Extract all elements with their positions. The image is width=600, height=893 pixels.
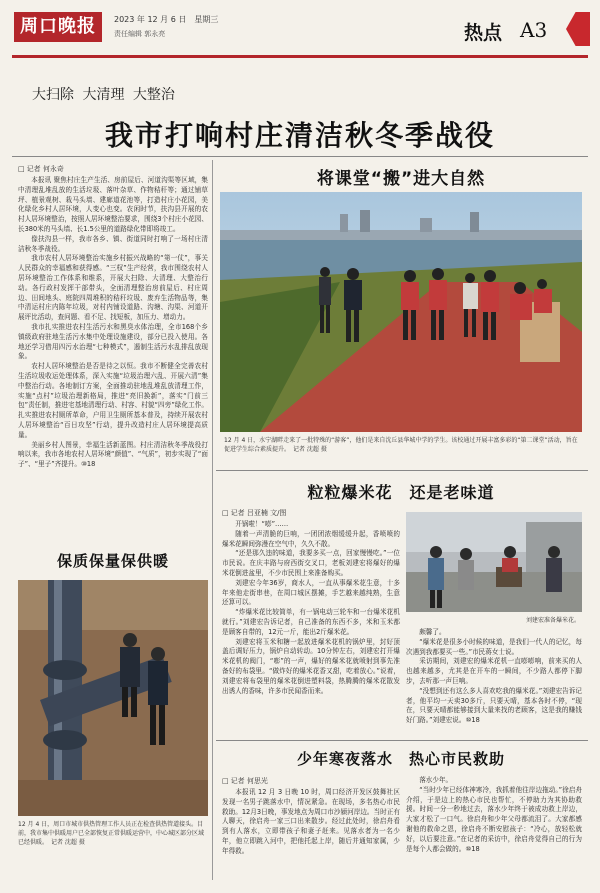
article-paragraph: 开锅啦！“嘭”…… [235, 520, 289, 528]
article-paragraph: 随着一声清脆的巨响，一团团浓烟缓缓升起，香喷喷的爆米花瞬间弥漫在空气中，久久不散。 [222, 529, 400, 548]
article-paragraph: 我市扎实推进农村生活污水和黑臭水体治理，全市168个乡镇级政府驻地生活污水集中处理设施建设，部分已投入使用。各地还学习借用四污水治理“七种模式”，遏制生活污水乱排乱放现象。 [18, 322, 208, 361]
page-tab-arrow-icon [566, 12, 590, 46]
column-divider [212, 160, 213, 530]
article-paragraph: 颇馨了。 [419, 628, 446, 636]
article-paragraph: 本报讯 12 月 3 日晚 10 时，周口经济开发区鼓舞社区发现一名男子跳落水中，情况紧急。在现场，多名热心市民救助。12月3日晚，事发地点为周口市沙颍河岸边。当时正有人聊天，徐启舟一家三口出来散步。经过此处时，徐启舟看到有人落水，立即带孩子和妻子赶来。见落水者为一名少年，他立即跳入河中，把他托起上岸，随后并通知家属，少年得救。 [222, 788, 400, 855]
article-paragraph: 刘建宏将玉米和糖一起放进爆米花机的锅炉里，封好顶盖后调好压力，锅炉自动转动。10分钟左右，刘建宏打开爆米花机的阀门，“嘭”的一声，爆好的爆米花就喷射到事先准备好的布袋里。“做炸好的爆米花香又甜，吃着放心。”说着，刘建宏将布袋里的爆米花倒进塑料袋，热腾腾的爆米花散发出诱人的香味，许多市民闻香而来。 [222, 637, 400, 695]
main-story-body [18, 176, 208, 524]
editor-credit: 责任编辑 郭永亮 [114, 30, 166, 38]
nature-story-caption: 12 月 4 日，水宁湖畔走来了一批特殊的“游客”，他们是来自沈丘县华城中学的学生。该校通过开展丰富多彩的“第二课堂”活动，旨在促进学生综合素质提升。 记者 沈超 摄 [224, 437, 578, 453]
article-paragraph: “还是那久违的味道，我要多买一点，回家慢慢吃。”一位市民说。在庆丰路与府西街交叉口，老板刘建宏将爆好的爆米花倒进盆里，不少市民围上来准备购买。 [222, 549, 400, 577]
masthead [12, 8, 588, 58]
issue-date: 2023 年 12 月 6 日 星期三 [114, 15, 219, 24]
article-paragraph: 像扶沟县一样，我市各乡、镇、街道同时打响了一场村庄清洁秋冬季战役。 [18, 234, 208, 253]
students-nature-photo [220, 192, 582, 432]
page-number: A3 [520, 18, 548, 42]
section-rule-2 [216, 740, 588, 741]
section-title: 热点 [464, 22, 503, 44]
popcorn-photo-caption: 刘建宏准备爆米花。 [525, 617, 580, 624]
article-paragraph: 本报讯 聚焦村庄生产生活、房前屋后、河道沟渠等区域，集中清理乱堆乱放的生活垃圾、落叶杂草、作物秸秆等；通过铺草坪、植景观树、栽马头墙、建廊道花池等，打造村庄小花园，美化绿化乡村人居环境，人变心也变。农闲时节，扶沟县开展的农村人居环境整治，按照人居环境整治要求，围绕3个村庄小花园、长380米的马头墙、长1.5公里的道路绿化带即将竣工。 [18, 176, 208, 233]
students-nature-photo-image [220, 192, 582, 432]
article-paragraph: 采访期间，刘建宏的爆米花机一直嘭嘭响，前来买的人也越来越多，尤其是在开车的一瞬间，不少路人都停下脚步，去听那一声巨响。 [406, 657, 582, 685]
section-rule [216, 470, 588, 471]
popcorn-vendor-photo [406, 512, 582, 612]
column-divider-lower [212, 530, 213, 880]
popcorn-story-byline: □ 记者 吕亚楠 文/图 [222, 508, 286, 518]
nature-story-title: 将课堂“搬”进大自然 [316, 169, 486, 189]
popcorn-story-title: 粒粒爆米花 还是老味道 [307, 483, 495, 502]
heating-pipes-photo [18, 580, 208, 816]
popcorn-vendor-photo-image [406, 512, 582, 612]
newspaper-logo: 周口晚报 [14, 12, 102, 42]
rescue-story-byline: □ 记者 何思光 [222, 776, 268, 786]
article-paragraph: “没想到还有这么多人喜欢吃我的爆米花。”刘建宏告诉记者，他平均一天卖30多斤，只要天晴，基本各时不停，“现在，只要天晴都能够接到大量来找的老顾客，这是我的赚钱好门路。”刘建宏说。⑩18 [406, 686, 582, 725]
rescue-story-body [222, 788, 400, 888]
popcorn-story-body-continued [406, 628, 582, 736]
main-story-byline: □ 记者 何永奇 [18, 164, 64, 174]
rescue-story-body-continued [406, 776, 582, 888]
main-story-kicker: 大扫除 大清理 大整治 [32, 87, 175, 103]
headline-rule [12, 156, 588, 157]
article-paragraph: 刘建宏今年36岁，商水人，一直从事爆米花生意，十多年来他走街串巷，在周口城区摆摊，手艺越来越纯熟，生意还算可以。 [222, 578, 400, 607]
article-paragraph: 落水少年。 [419, 776, 453, 784]
article-paragraph: “当时少年已经体神寒冷，我抓着他往岸边拖动。”徐启舟介绍，于是边上的热心市民也帮忙，不停助力为其协助救援。时间一分一秒地过去，落水少年终于被成功救上岸边，大家才松了一口气。徐启舟和少年父母都流泪了。大家都感谢他的救命之恩，徐启舟不断安慰孩子：“冷心，放轻松就好，以后要注意。”在记者的采访中，徐启舟觉得自己的行为是每个人都会做的。⑩18 [406, 785, 582, 853]
heating-story-title: 保质保量保供暖 [56, 552, 169, 570]
main-story-headline: 我市打响村庄清洁秋冬季战役 [104, 119, 495, 152]
article-paragraph: “爆米花是很多小时候的味道，是我们一代人的记忆，每次遇到我都要买一些。”市民蒋女士说。 [406, 637, 582, 656]
popcorn-story-body [222, 520, 400, 734]
rescue-story-title: 少年寒夜落水 热心市民救助 [296, 750, 505, 768]
heating-story-caption: 12 月 4 日，周口市城市供热管理工作人员正在检查供热管道接头。目前，我市集中供暖用户已全部恢复正常供暖运营中，中心城区部分区域已经供暖。 记者 沈超 摄 [18, 821, 205, 846]
article-paragraph: 美丽乡村人图景，幸福生活新蓝图。村庄清洁秋冬季战役打响以来，我市各地农村人居环境“颜值”、“气质”，初步实现了“面子”、“里子”齐提升。⑩18 [18, 440, 208, 469]
article-paragraph: 我市农村人居环境整治实施乡村振兴战略的“第一仗”，事关人民群众的幸福感和获得感。“三权”生产经营，我市围绕农村人居环境整治工作体系和维系，开展大扫除、大清理、大整治行动。各行政村发挥干部带头，全面清理整治房前屋后、村庄周边、田间地头、庭院四周堆积的秸秆垃圾、废弃生活物品等，集中清运村庄内陈年垃圾，对村内铺设道路、沟塘、沟渠、河道开展评比活动，查问题、看不足、找短板，加压力、增动力。 [18, 254, 208, 322]
heating-pipes-photo-image [18, 580, 208, 816]
article-paragraph: “炸爆米花比较简单，有一锅电动三轮车和一台爆米花机就行。”刘建宏告诉记者，自己准备的东西不多，米和玉米都是顾客自带的，12元一斤，能出2斤爆米花。 [222, 608, 400, 636]
article-paragraph: 农村人居环境整治是否是待之以恒。我市不断健全完善农村生活垃圾收运处理体系，深入实施“垃圾治理六乱、开展六清”集中整治行动。各地制订方案，全面推动驻地乱堆乱放清理工作，实施“点村”垃圾治理新格局，推进“亮旧换新”，落实“门前三包”责任制，推进宅基地清理行动、村容、村貌“四旁”绿化工作。扎实推进农村厕所革命，户用卫生厕所基本普及，持续开展农村人居环境整治“百日攻坚”行动，提升改造村庄人居环境提高质量。 [18, 362, 208, 439]
